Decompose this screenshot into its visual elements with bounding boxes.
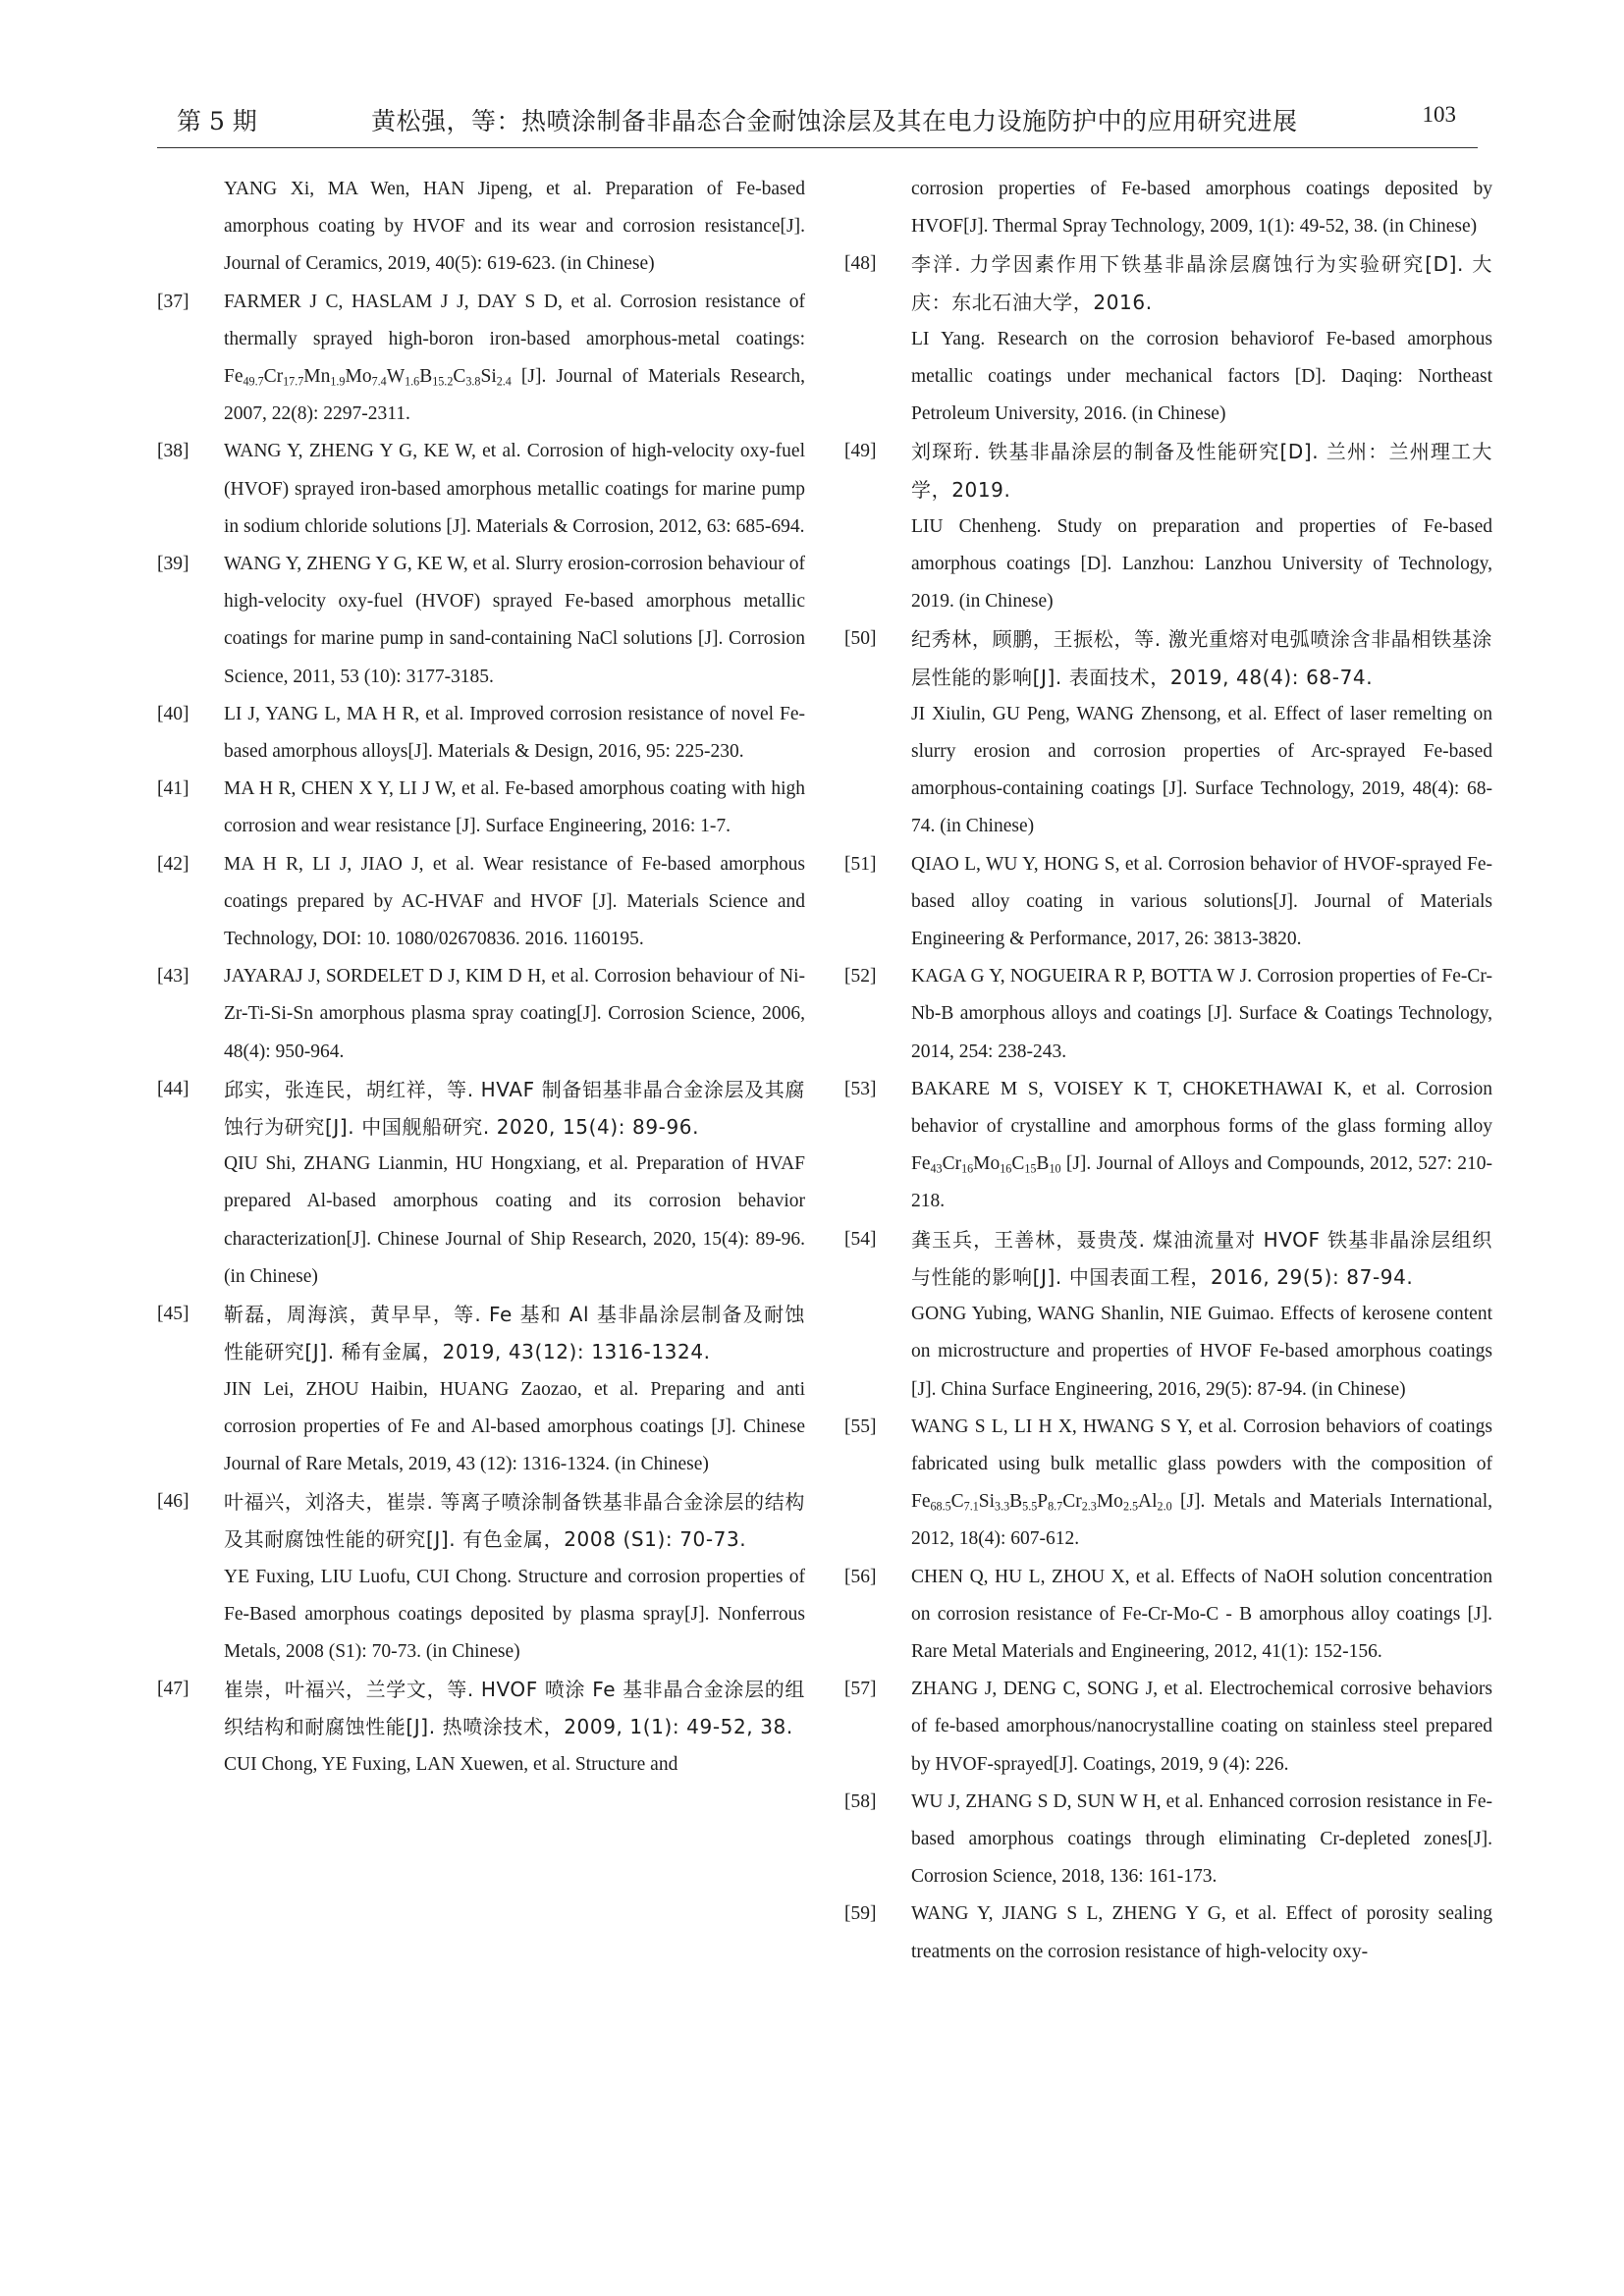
reference-36-continued [157,171,805,284]
reference-number: [52] [844,966,877,988]
reference-english: LI Yang. Research on the corrosion behaviorof Fe-based amorphous metallic coatings under mechanical factors [D]. Daqing: Northeast Petroleum University, 2016. (in Chinese) [911,328,1492,425]
reference-number: [47] [157,1679,189,1700]
reference-english: YANG Xi, MA Wen, HAN Jipeng, et al. Preparation of Fe-based amorphous coating by HVOF and its wear and corrosion resistance[J]. Journal of Ceramics, 2019, 40(5): 619-623. (in Chinese) [224,179,805,275]
reference-english: MA H R, LI J, JIAO J, et al. Wear resistance of Fe-based amorphous coatings prepared by AC-HVAF and HVOF [J]. Materials Science and Technology, DOI: 10. 1080/02670836. 2016. 1160195. [224,853,805,950]
reference-number: [50] [844,628,877,650]
running-header [157,98,1478,148]
issue-label: 第 5 期 [177,107,257,135]
reference-56 [844,1559,1492,1672]
reference-45 [157,1296,805,1483]
reference-54 [844,1221,1492,1409]
reference-47 [157,1671,805,1784]
reference-number: [55] [844,1415,877,1437]
reference-number: [57] [844,1679,877,1700]
reference-english: BAKARE M S, VOISEY K T, CHOKETHAWAI K, et al. Corrosion behavior of crystalline and amorphous forms of the glass forming alloy $Fe_{43}Cr_{16}Mo_{16}C_{15}B_{10}$ [J]. Journal of Alloys and Compounds, 2012, 527: 210-218. [911,1078,1492,1212]
reference-number: [51] [844,853,877,875]
reference-number: [37] [157,291,189,312]
reference-58 [844,1784,1492,1896]
reference-english: corrosion properties of Fe-based amorphous coatings deposited by HVOF[J]. Thermal Spray Technology, 2009, 1(1): 49-52, 38. (in Chinese) [911,179,1492,238]
reference-number: [59] [844,1903,877,1925]
reference-number: [38] [157,441,189,462]
reference-english: MA H R, CHEN X Y, LI J W, et al. Fe-based amorphous coating with high corrosion and wear resistance [J]. Surface Engineering, 2016: 1-7. [224,778,805,837]
reference-39 [157,546,805,696]
reference-english: QIAO L, WU Y, HONG S, et al. Corrosion behavior of HVOF-sprayed Fe-based alloy coating in various solutions[J]. Journal of Materials Engineering & Performance, 2017, 26: 3813-3820. [911,853,1492,950]
reference-38 [157,433,805,546]
reference-english: GONG Yubing, WANG Shanlin, NIE Guimao. Effects of kerosene content on microstructure and properties of HVOF Fe-based amorphous coatings [J]. China Surface Engineering, 2016, 29(5): 87-94. (in Chinese) [911,1304,1492,1400]
reference-50 [844,620,1492,845]
reference-english: WANG Y, JIANG S L, ZHENG Y G, et al. Effect of porosity sealing treatments on the corrosion resistance of high-velocity oxy- [911,1903,1492,1962]
reference-english: WANG Y, ZHENG Y G, KE W, et al. Corrosion of high-velocity oxy-fuel (HVOF) sprayed iron-based amorphous metallic coatings for marine pump in sodium chloride solutions [J]. Materials & Corrosion, 2012, 63: 685-694. [224,441,805,537]
reference-chinese: 靳磊，周海滨，黄早早，等. Fe 基和 Al 基非晶涂层制备及耐蚀性能研究[J]. 稀有金属，2019, 43(12): 1316-1324. [224,1303,805,1364]
reference-46 [157,1483,805,1671]
reference-number: [58] [844,1790,877,1812]
reference-chinese: 刘琛珩. 铁基非晶涂层的制备及性能研究[D]. 兰州：兰州理工大学，2019. [911,440,1492,502]
reference-number: [53] [844,1078,877,1099]
reference-53 [844,1071,1492,1221]
reference-english: JIN Lei, ZHOU Haibin, HUANG Zaozao, et al. Preparing and anti corrosion properties of Fe and Al-based amorphous coatings [J]. Chinese Journal of Rare Metals, 2019, 43 (12): 1316-1324. (in Chinese) [224,1378,805,1474]
reference-english: QIU Shi, ZHANG Lianmin, HU Hongxiang, et al. Preparation of HVAF prepared Al-based amorphous coating and its corrosion behavior characterization[J]. Chinese Journal of Ship Research, 2020, 15(4): 89-96. (in Chinese) [224,1153,805,1287]
reference-english: ZHANG J, DENG C, SONG J, et al. Electrochemical corrosive behaviors of fe-based amorphous/nanocrystalline coating on stainless steel prepared by HVOF-sprayed[J]. Coatings, 2019, 9 (4): 226. [911,1679,1492,1775]
reference-chinese: 叶福兴，刘洛夫，崔崇. 等离子喷涂制备铁基非晶合金涂层的结构及其耐腐蚀性能的研究[J]. 有色金属，2008 (S1): 70-73. [224,1490,805,1552]
reference-english: FARMER J C, HASLAM J J, DAY S D, et al. Corrosion resistance of thermally sprayed high-boron iron-based amorphous-metal coatings: $Fe_{49.7}Cr_{17.7}Mn_{1.9}Mo_{7.4}W_{1.6}B_{15.2}C_{3.8}Si_{2.4}$ [J]. Journal of Materials Research, 2007, 22(8): 2297-2311. [224,291,805,425]
reference-number: [46] [157,1491,189,1513]
reference-chinese: 李洋. 力学因素作用下铁基非晶涂层腐蚀行为实验研究[D]. 大庆：东北石油大学，2016. [911,252,1492,314]
reference-chinese: 邱实，张连民，胡红祥，等. HVAF 制备铝基非晶合金涂层及其腐蚀行为研究[J]. 中国舰船研究. 2020, 15(4): 89-96. [224,1077,805,1140]
reference-english: JAYARAJ J, SORDELET D J, KIM D H, et al. Corrosion behaviour of Ni-Zr-Ti-Si-Sn amorphous plasma spray coating[J]. Corrosion Science, 2006, 48(4): 950-964. [224,966,805,1062]
reference-52 [844,958,1492,1071]
chemical-formula: $Fe_{49.7}Cr_{17.7}Mn_{1.9}Mo_{7.4}W_{1.6}B_{15.2}C_{3.8}Si_{2.4}$ [224,366,512,389]
reference-42 [157,846,805,959]
reference-english: WANG Y, ZHENG Y G, KE W, et al. Slurry erosion-corrosion behaviour of high-velocity oxy-fuel (HVOF) sprayed Fe-based amorphous metallic coatings for marine pump in sand-containing NaCl solutions [J]. Corrosion Science, 2011, 53 (10): 3177-3185. [224,554,805,687]
reference-number: [44] [157,1078,189,1099]
reference-47-continued [844,171,1492,245]
reference-number: [49] [844,441,877,462]
reference-number: [54] [844,1228,877,1250]
reference-41 [157,771,805,845]
reference-chinese: 龚玉兵，王善林，聂贵茂. 煤油流量对 HVOF 铁基非晶涂层组织与性能的影响[J]. 中国表面工程，2016, 29(5): 87-94. [911,1227,1492,1289]
reference-english: LIU Chenheng. Study on preparation and properties of Fe-based amorphous coatings [D]. Lanzhou: Lanzhou University of Technology, 2019. (in Chinese) [911,515,1492,613]
reference-57 [844,1671,1492,1784]
reference-english: KAGA G Y, NOGUEIRA R P, BOTTA W J. Corrosion properties of Fe-Cr-Nb-B amorphous alloys and coatings [J]. Surface & Coatings Technology, 2014, 254: 238-243. [911,966,1492,1062]
page-number: 103 [1422,102,1456,127]
reference-english: YE Fuxing, LIU Luofu, CUI Chong. Structure and corrosion properties of Fe-Based amorphous coatings deposited by plasma spray[J]. Nonferrous Metals, 2008 (S1): 70-73. (in Chinese) [224,1566,805,1662]
chemical-formula: $Fe_{68.5}C_{7.1}Si_{3.3}B_{5.5}P_{8.7}Cr_{2.3}Mo_{2.5}Al_{2.0}$ [911,1491,1172,1514]
reference-44 [157,1071,805,1296]
right-column [844,171,1492,1971]
reference-number: [48] [844,253,877,275]
reference-number: [56] [844,1566,877,1587]
reference-number: [45] [157,1304,189,1325]
reference-english: CUI Chong, YE Fuxing, LAN Xuewen, et al. Structure and [224,1753,678,1775]
reference-49 [844,433,1492,620]
reference-english: WU J, ZHANG S D, SUN W H, et al. Enhanced corrosion resistance in Fe-based amorphous coatings through eliminating Cr-depleted zones[J]. Corrosion Science, 2018, 136: 161-173. [911,1790,1492,1888]
reference-chinese: 纪秀林，顾鹏，王振松，等. 激光重熔对电弧喷涂含非晶相铁基涂层性能的影响[J]. 表面技术，2019, 48(4): 68-74. [911,627,1492,689]
reference-55 [844,1409,1492,1559]
chemical-formula: $Fe_{43}Cr_{16}Mo_{16}C_{15}B_{10}$ [911,1153,1061,1176]
reference-english: JI Xiulin, GU Peng, WANG Zhensong, et al. Effect of laser remelting on slurry erosion and corrosion properties of Arc-sprayed Fe-based amorphous-containing coatings [J]. Surface Technology, 2019, 48(4): 68-74. (in Chinese) [911,703,1492,837]
reference-chinese: 崔崇，叶福兴，兰学文，等. HVOF 喷涂 Fe 基非晶合金涂层的组织结构和耐腐蚀性能[J]. 热喷涂技术，2009, 1(1): 49-52, 38. [224,1678,805,1739]
reference-51 [844,846,1492,959]
reference-48 [844,245,1492,433]
reference-number: [42] [157,853,189,875]
reference-43 [157,958,805,1071]
reference-number: [39] [157,554,189,575]
reference-number: [41] [157,778,189,800]
left-column [157,171,805,1784]
reference-59 [844,1896,1492,1970]
reference-37 [157,284,805,434]
running-title: 黄松强，等：热喷涂制备非晶态合金耐蚀涂层及其在电力设施防护中的应用研究进展 [371,107,1298,135]
reference-english: CHEN Q, HU L, ZHOU X, et al. Effects of NaOH solution concentration on corrosion resistance of Fe-Cr-Mo-C - B amorphous alloy coatings [J]. Rare Metal Materials and Engineering, 2012, 41(1): 152-156. [911,1566,1492,1662]
reference-english: WANG S L, LI H X, HWANG S Y, et al. Corrosion behaviors of coatings fabricated using bulk metallic glass powders with the composition of $Fe_{68.5}C_{7.1}Si_{3.3}B_{5.5}P_{8.7}Cr_{2.3}Mo_{2.5}Al_{2.0}$ [J]. Metals and Materials International, 2012, 18(4): 607-612. [911,1415,1492,1550]
reference-40 [157,696,805,771]
reference-number: [43] [157,966,189,988]
reference-number: [40] [157,703,189,724]
reference-english: LI J, YANG L, MA H R, et al. Improved corrosion resistance of novel Fe-based amorphous alloys[J]. Materials & Design, 2016, 95: 225-230. [224,703,805,763]
